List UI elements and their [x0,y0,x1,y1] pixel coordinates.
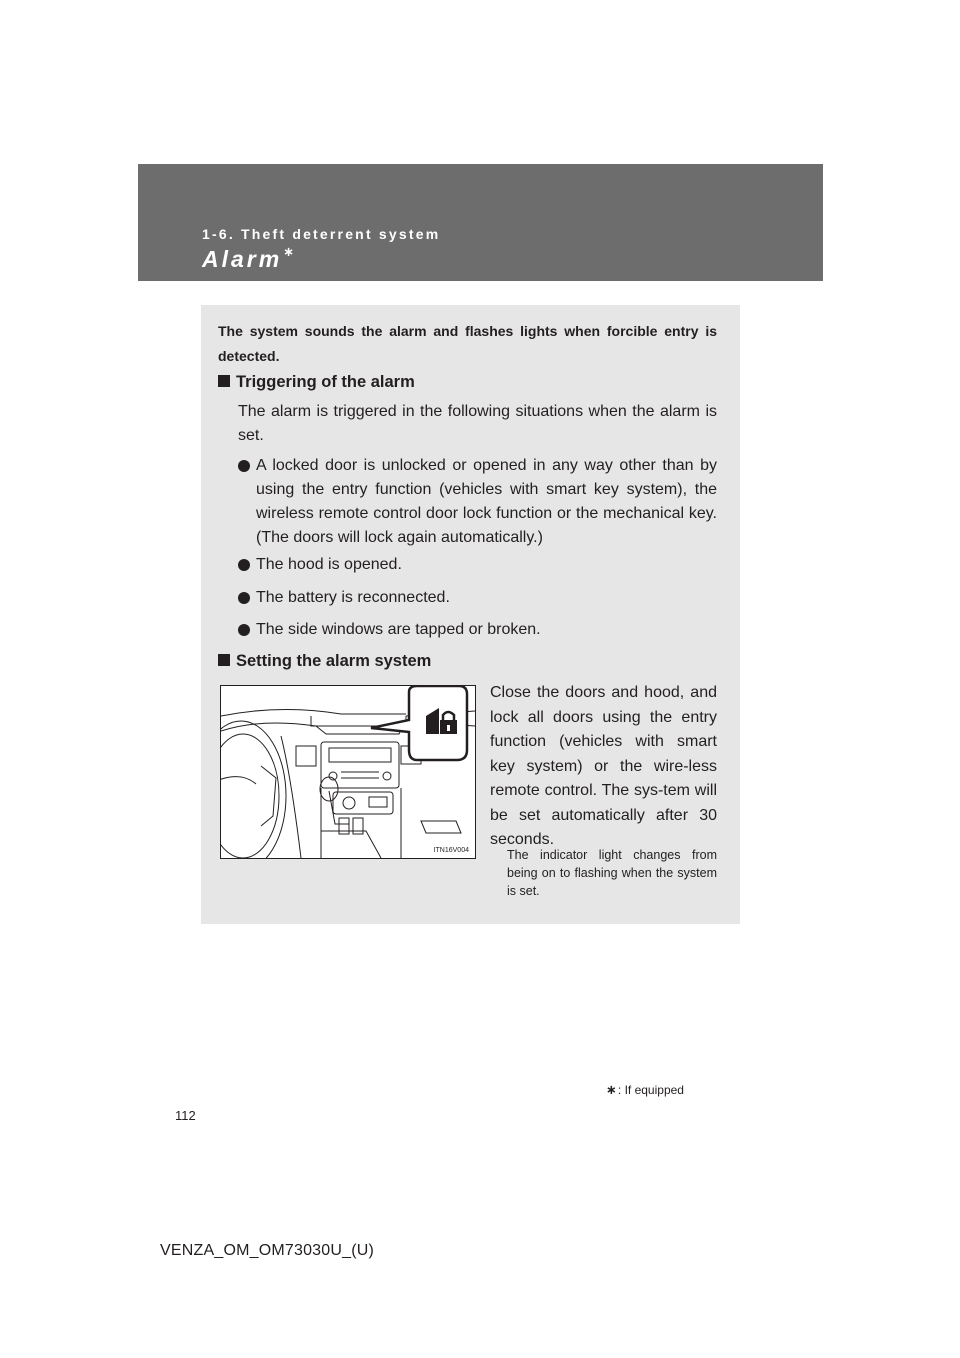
document-id: VENZA_OM_OM73030U_(U) [160,1242,375,1259]
list-item-text: The battery is reconnected. [256,589,450,606]
page-title-text: Alarm [202,246,283,272]
setting-text: Close the doors and hood, and lock all doors using the entry function (vehicles with smart key system) or the wire-less remote control. The sys-tem will be set automatically after 30 seconds. [490,684,717,848]
bullet-icon [238,559,250,571]
section-label: 1-6. Theft deterrent system [202,226,441,242]
dashboard-drawing [221,686,475,858]
triggering-text: The alarm is triggered in the following situations when the alarm is set. [238,403,717,444]
list-item [238,618,717,642]
footnote-mark: ∗ [606,1082,617,1097]
figure-id: ITN16V004 [433,847,469,854]
bullet-icon [238,592,250,604]
list-item-text: The hood is opened. [256,556,402,573]
dashboard-illustration [220,685,476,859]
setting-heading [218,652,431,671]
triggering-heading-text: Triggering of the alarm [236,373,415,391]
page-title [202,246,294,273]
square-bullet-icon [218,654,230,666]
bullet-icon [238,624,250,636]
footnote [606,1082,684,1098]
indicator-note: The indicator light changes from being on to flashing when the system is set. [507,848,717,898]
list-item [238,586,717,610]
list-item [238,553,717,577]
section-header [138,164,823,281]
list-item-text: The side windows are tapped or broken. [256,621,541,638]
content-box [201,305,740,924]
equipped-mark: ∗ [283,244,295,259]
square-bullet-icon [218,375,230,387]
intro-text: The system sounds the alarm and flashes lights when forcible entry is detected. [218,323,717,364]
list-item [238,454,717,550]
page-number: 112 [175,1108,196,1123]
triggering-heading [218,373,415,392]
bullet-icon [238,460,250,472]
setting-heading-text: Setting the alarm system [236,652,432,670]
list-item-text: A locked door is unlocked or opened in any way other than by using the entry function (vehicles with smart key system), the wireless remote control door lock function or the mechanical key. (The doors will lock again automatically.) [256,457,717,546]
footnote-text: : If equipped [617,1083,684,1097]
